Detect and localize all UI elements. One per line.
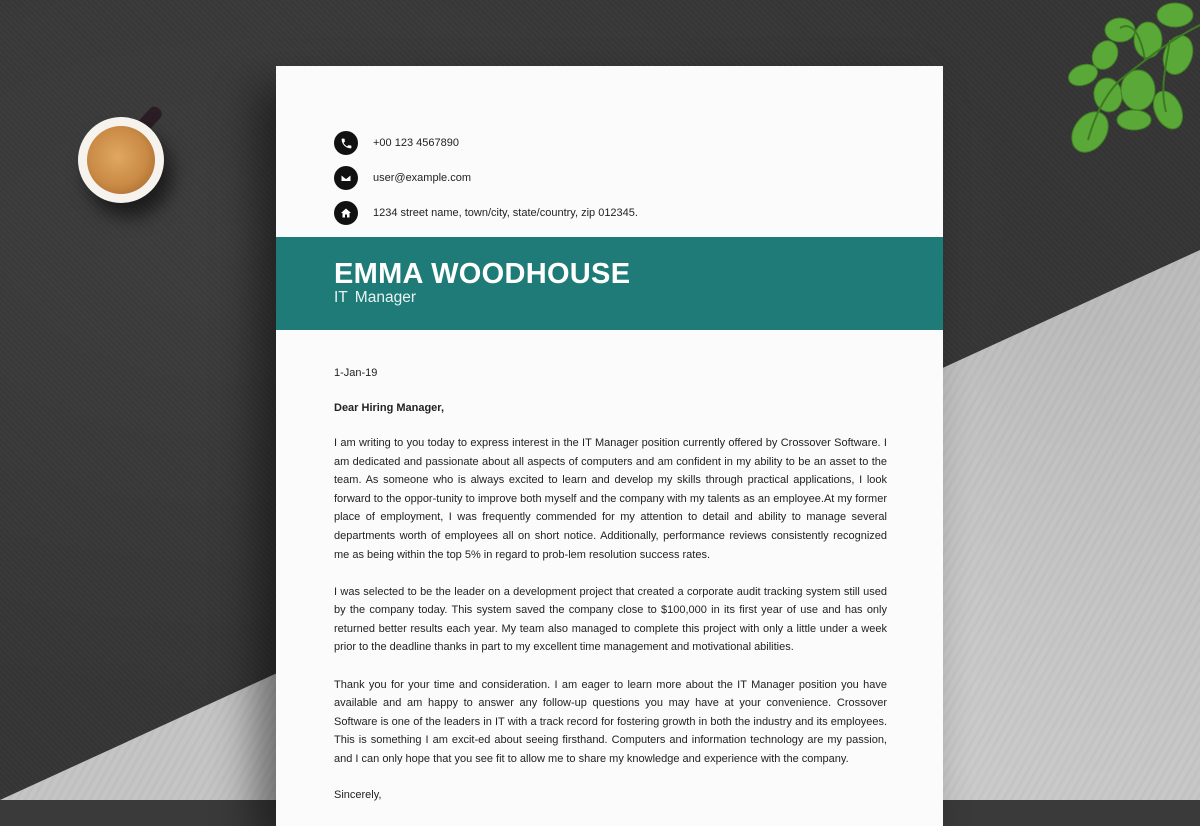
contact-address-row bbox=[334, 195, 638, 231]
letter-paragraph: I was selected to be the leader on a development project that created a corporate audit tracking system still used by the company today. This system saved the company close to $100,000 in its first year of use and has only returned better results each year. My team also managed to complete this project with only a little under a week prior to the deadline thanks in part to my excellent time management and motivational abilities. bbox=[334, 585, 887, 654]
letter-paragraph: I am writing to you today to express interest in the IT Manager position currently offered by Crossover Software. I am dedicated and passionate about all aspects of computers and am confident in my ability to be an asset to the team. As someone who is always excited to learn and develop my skills through practical applications, I look forward to the oppor-tunity to improve both myself and the company with my talents as an employee.At my former place of employment, I was frequently commended for my attention to detail and ability to manage several departments worth of employees all on short notice. Additionally, performance reviews consistently recognized me as being within the top 5% in regard to prob-lem resolution success rates. bbox=[334, 437, 887, 561]
coffee bbox=[87, 126, 155, 194]
letter-salutation: Dear Hiring Manager, bbox=[334, 402, 445, 414]
coffee-cup bbox=[78, 117, 164, 203]
address-text: 1234 street name, town/city, state/country, zip 012345. bbox=[373, 207, 638, 219]
letter-body bbox=[334, 365, 887, 803]
cover-letter-page bbox=[276, 66, 943, 826]
email-text: user@example.com bbox=[373, 172, 471, 184]
contact-email-row bbox=[334, 160, 471, 196]
letter-date: 1-Jan-19 bbox=[334, 367, 378, 379]
envelope-icon bbox=[334, 166, 358, 190]
applicant-name: EMMA WOODHOUSE bbox=[334, 258, 631, 290]
applicant-job-title: IT Manager bbox=[334, 289, 416, 306]
contact-phone-row bbox=[334, 125, 459, 161]
name-banner bbox=[276, 237, 943, 330]
plant-leaves bbox=[1060, 0, 1200, 160]
letter-paragraph: Thank you for your time and consideration. I am eager to learn more about the IT Manager position you have available and am happy to answer any follow-up questions you may have at your convenience. Crossover Software is one of the leaders in IT with a track record for fostering growth in both the industry and its employees. This is something I am excit-ed about seeing firsthand. Computers and information technology are my passion, and I can only hope that you see fit to allow me to share my knowledge and experience with the company. bbox=[334, 678, 887, 765]
phone-icon bbox=[334, 131, 358, 155]
home-icon bbox=[334, 201, 358, 225]
letter-signoff: Sincerely, bbox=[334, 789, 382, 801]
phone-text: +00 123 4567890 bbox=[373, 137, 459, 149]
